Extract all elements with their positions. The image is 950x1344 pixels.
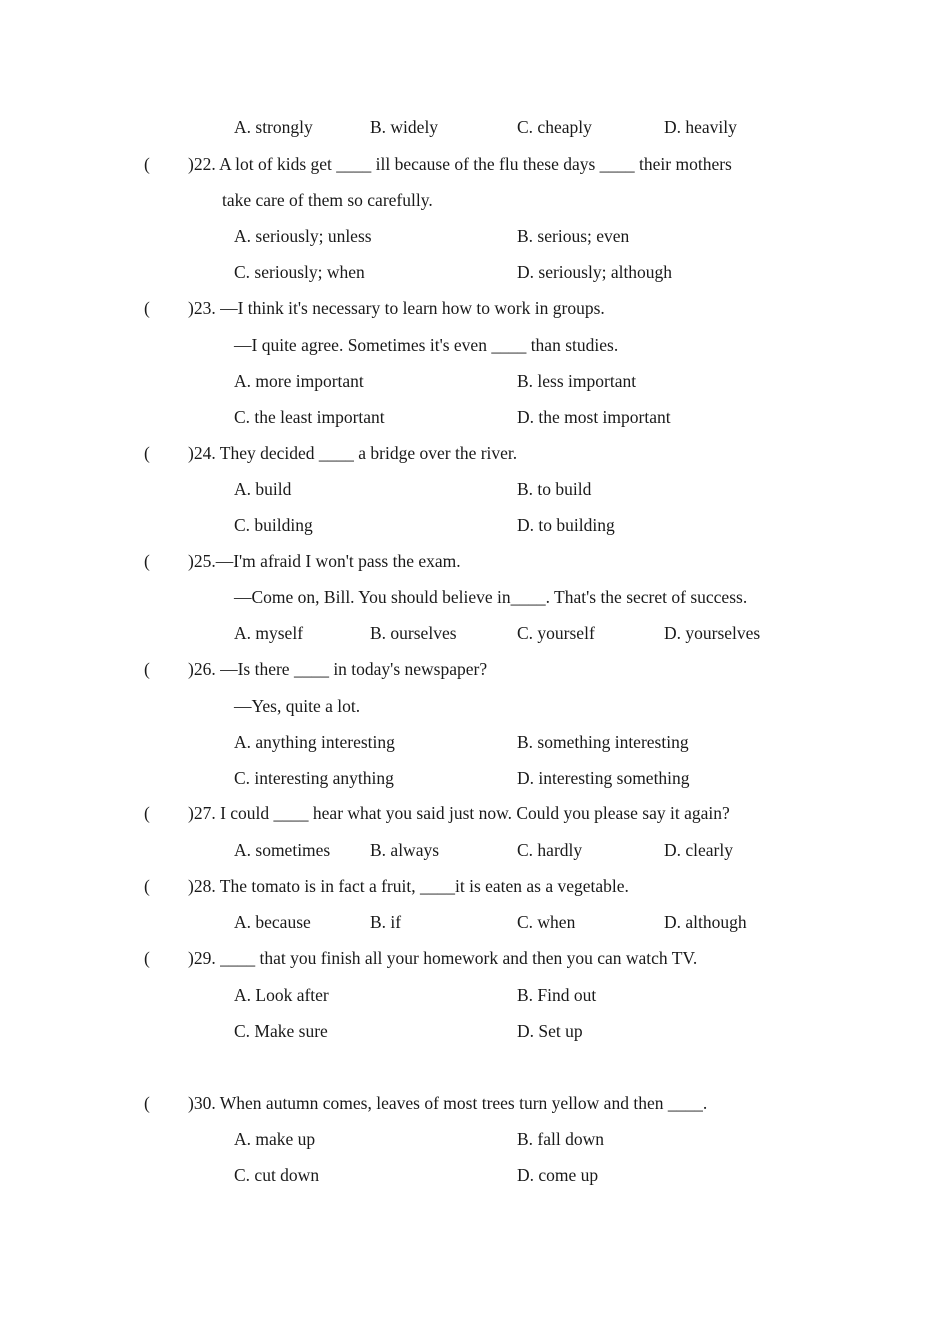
q26-option-a: A. anything interesting	[234, 732, 395, 752]
q23-option-a: A. more important	[234, 371, 364, 391]
q27-stem: )27. I could ____ hear what you said just now. Could you please say it again?	[188, 803, 730, 823]
q23-option-c: C. the least important	[234, 407, 385, 427]
q22-option-a: A. seriously; unless	[234, 226, 372, 246]
q22-stem-cont: take care of them so carefully.	[222, 190, 433, 210]
q25-option-d: D. yourselves	[664, 623, 761, 643]
q24-stem: )24. They decided ____ a bridge over the river.	[188, 443, 518, 463]
q28-option-b: B. if	[370, 912, 402, 932]
q26-option-b: B. something interesting	[517, 732, 689, 752]
q22-option-d: D. seriously; although	[517, 262, 673, 282]
q27-option-d: D. clearly	[664, 840, 733, 860]
q28-option-d: D. although	[664, 912, 747, 932]
q21-option-a: A. strongly	[234, 117, 313, 137]
q30-stem: )30. When autumn comes, leaves of most trees turn yellow and then ____.	[188, 1093, 708, 1113]
q23-answer-paren[interactable]: (	[144, 298, 150, 318]
q29-option-c: C. Make sure	[234, 1021, 328, 1041]
q23-stem-cont: —I quite agree. Sometimes it's even ____ than studies.	[234, 335, 619, 355]
q27-answer-paren[interactable]: (	[144, 803, 150, 823]
q25-stem-cont: —Come on, Bill. You should believe in____. That's the secret of success.	[234, 587, 748, 607]
q30-option-b: B. fall down	[517, 1129, 605, 1149]
q22-answer-paren[interactable]: (	[144, 154, 150, 174]
q22-stem: )22. A lot of kids get ____ ill because of the flu these days ____ their mothers	[188, 154, 732, 174]
q29-stem: )29. ____ that you finish all your homework and then you can watch TV.	[188, 948, 698, 968]
q21-option-b: B. widely	[370, 117, 439, 137]
q28-option-c: C. when	[517, 912, 576, 932]
q30-answer-paren[interactable]: (	[144, 1093, 150, 1113]
q24-option-a: A. build	[234, 479, 292, 499]
q26-stem-cont: —Yes, quite a lot.	[234, 696, 361, 716]
q27-option-b: B. always	[370, 840, 440, 860]
q25-option-b: B. ourselves	[370, 623, 457, 643]
q24-option-b: B. to build	[517, 479, 592, 499]
q29-option-a: A. Look after	[234, 985, 329, 1005]
q25-option-c: C. yourself	[517, 623, 595, 643]
q28-option-a: A. because	[234, 912, 311, 932]
q28-answer-paren[interactable]: (	[144, 876, 150, 896]
q26-option-c: C. interesting anything	[234, 768, 394, 788]
q23-stem: )23. —I think it's necessary to learn how to work in groups.	[188, 298, 605, 318]
q27-option-c: C. hardly	[517, 840, 583, 860]
q24-option-d: D. to building	[517, 515, 615, 535]
q24-option-c: C. building	[234, 515, 313, 535]
q26-stem: )26. —Is there ____ in today's newspaper?	[188, 659, 488, 679]
q27-option-a: A. sometimes	[234, 840, 331, 860]
q25-answer-paren[interactable]: (	[144, 551, 150, 571]
q26-answer-paren[interactable]: (	[144, 659, 150, 679]
q21-option-d: D. heavily	[664, 117, 737, 137]
q25-stem: )25.—I'm afraid I won't pass the exam.	[188, 551, 461, 571]
q26-option-d: D. interesting something	[517, 768, 690, 788]
q29-option-d: D. Set up	[517, 1021, 583, 1041]
q23-option-d: D. the most important	[517, 407, 671, 427]
q29-answer-paren[interactable]: (	[144, 948, 150, 968]
q22-option-b: B. serious; even	[517, 226, 630, 246]
q28-stem: )28. The tomato is in fact a fruit, ____it is eaten as a vegetable.	[188, 876, 629, 896]
q30-option-c: C. cut down	[234, 1165, 320, 1185]
q21-option-c: C. cheaply	[517, 117, 592, 137]
q25-option-a: A. myself	[234, 623, 304, 643]
q30-option-d: D. come up	[517, 1165, 599, 1185]
q29-option-b: B. Find out	[517, 985, 597, 1005]
q22-option-c: C. seriously; when	[234, 262, 365, 282]
q30-option-a: A. make up	[234, 1129, 316, 1149]
q24-answer-paren[interactable]: (	[144, 443, 150, 463]
q23-option-b: B. less important	[517, 371, 637, 391]
